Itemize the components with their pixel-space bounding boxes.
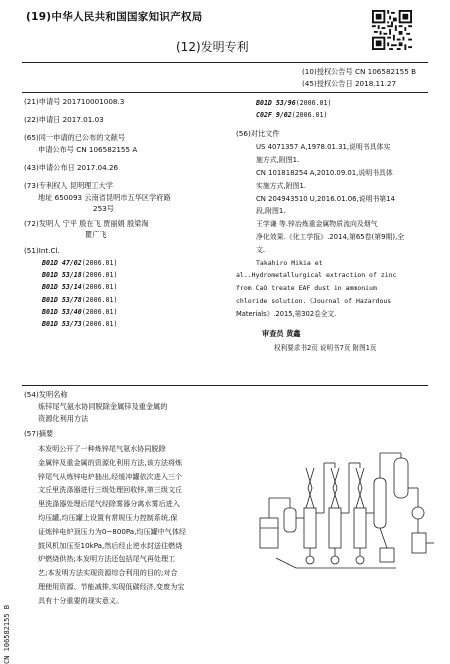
water-seal-shape xyxy=(412,533,426,553)
abstract-line: 锌尾气从炼锌电炉抽出,经缓冲罐依次进入三个 xyxy=(38,471,183,481)
ipc-heading: (51)Int.Cl. xyxy=(24,246,60,255)
reference-line: chloride solution.《Journal of Hazardous xyxy=(236,296,392,305)
references-heading: (56)对比文件 xyxy=(236,129,280,139)
abstract-line: 证炼锌电炉顶压力为0~800Pa,均压罐中气体经 xyxy=(38,526,187,536)
title-line: 炼锌尾气氨水协同脱除金属锌及重金属的 xyxy=(38,402,168,411)
abstract-line: 本发明公开了一种炼锌尾气氨水协同脱除 xyxy=(38,444,166,453)
inventors-line-2: 瞿广飞 xyxy=(85,230,107,239)
title-heading: (54)发明名称 xyxy=(24,390,68,399)
bibliographic-left xyxy=(24,97,229,330)
reference-line: US 4071357 A,1978.01.31,说明书具体实 xyxy=(256,143,391,152)
inventors-line-1: (72)发明人 宁平 殷在飞 贾丽娟 殷梁淘 xyxy=(24,219,149,228)
title-line: 资源化利用方法 xyxy=(38,414,89,423)
publication-number: (10)授权公告号 CN 106582155 B xyxy=(302,67,417,76)
ipc-item: B01D 53/73(2006.01) xyxy=(42,320,118,329)
examiner: 审查员 黄鑫 xyxy=(262,328,301,338)
abstract-line: 鼓风机加压至10kPa,然后经止逆水封送往燃烧 xyxy=(38,540,183,550)
publication-date: (45)授权公告日 2018.11.27 xyxy=(302,79,397,88)
reference-line: CN 204943510 U,2016.01.06,说明书第14 xyxy=(256,194,396,203)
equalizing-tank-shape xyxy=(394,458,408,498)
abstract-line: 艺;本发明方法实现资源综合利用的目的;对合 xyxy=(38,568,178,578)
prior-pub-date: (43)申请公布日 2017.04.26 xyxy=(24,163,119,172)
title-rule xyxy=(22,385,428,386)
bib-rule xyxy=(22,92,428,93)
reference-line: Takahiro Mikia et xyxy=(256,258,323,267)
address-line-1: 地址 650093 云南省昆明市五华区学府路 xyxy=(38,193,171,202)
furnace-shape xyxy=(260,518,278,548)
reference-line: 净化效果.《化工学报》.2014,第65卷(第9期),全 xyxy=(256,232,405,241)
venturi-3-shape xyxy=(356,468,362,508)
document-type: (12)发明专利 xyxy=(176,40,249,54)
buffer-tank-shape xyxy=(284,508,296,532)
header-rule xyxy=(22,62,428,63)
abstract-line: 文丘里洗涤器进行三级处理回收锌,第三级文丘 xyxy=(38,485,183,495)
prior-pub-number: 申请公布号 CN 106582155 A xyxy=(38,145,138,154)
reference-line: 实施方式,附图1. xyxy=(256,181,307,190)
ipc-list-continued xyxy=(236,97,436,121)
reference-line: 文. xyxy=(256,245,266,254)
reference-line: 王学谦 等.锌冶炼重金属物质流向及烟气 xyxy=(256,220,378,229)
ipc-item: B01D 53/96(2006.01) xyxy=(256,99,332,107)
abstract-line: 里洗涤器处理后尾气经除雾器分离水雾后进入 xyxy=(38,499,180,509)
ipc-item: C02F 9/02(2006.01) xyxy=(256,111,328,120)
references-list xyxy=(236,141,436,320)
abstract-line: 均压罐,均压罐上设置有常规压力控制系统,保 xyxy=(38,512,178,522)
filing-date: (22)申请日 2017.01.03 xyxy=(24,115,104,124)
reference-line: al..Hydrometallurgical extraction of zinc xyxy=(236,271,397,280)
office-name: (19)中华人民共和国国家知识产权局 xyxy=(26,11,203,23)
ipc-item: B01D 47/02(2006.01) xyxy=(42,259,118,267)
ipc-item: B01D 53/18(2006.01) xyxy=(42,271,118,280)
venturi-2-shape xyxy=(331,468,337,508)
blower-shape xyxy=(412,507,424,519)
abstract-heading: (57)摘要 xyxy=(24,429,54,438)
reference-line: 段,附图1. xyxy=(256,207,286,216)
abstract-line: 金属锌及重金属的资源化利用方法,该方法将炼 xyxy=(38,457,183,467)
side-publication-number: CN 106582155 B xyxy=(3,604,11,664)
application-number: (21)申请号 201710001008.3 xyxy=(24,97,125,106)
abstract-line: 具有十分重要的现实意义。 xyxy=(38,595,124,605)
ipc-item: B01D 53/14(2006.01) xyxy=(42,283,118,292)
venturi-1-shape xyxy=(306,468,312,508)
prior-pub-heading: (65)同一申请的已公布的文献号 xyxy=(24,133,126,142)
qr-code xyxy=(372,10,412,50)
patentee: (73)专利权人 昆明理工大学 xyxy=(24,181,113,190)
invention-title xyxy=(24,390,244,426)
page-counts: 权利要求书2页 说明书7页 附图1页 xyxy=(274,343,377,352)
abstract-line: 理使用资源、节能减排,实现低碳经济,变废为宝 xyxy=(38,581,185,591)
demister-shape xyxy=(374,478,386,528)
ipc-list xyxy=(24,257,229,330)
reference-line: from CaO treate EAF dust in ammonium xyxy=(236,284,377,293)
process-flow-diagram xyxy=(256,448,436,573)
bibliographic-right xyxy=(236,97,436,352)
abstract-body xyxy=(24,442,250,608)
ipc-item: B01D 53/78(2006.01) xyxy=(42,295,118,304)
reference-line: 施方式,附图1. xyxy=(256,156,300,165)
abstract xyxy=(24,429,250,608)
address-line-2: 253号 xyxy=(93,204,114,213)
reference-line: CN 101818254 A,2010.09.01,说明书具体 xyxy=(256,169,393,177)
reference-line: Materials》.2015,第302卷全文. xyxy=(236,309,337,318)
abstract-line: 炉燃烧供热;本发明方法还包括尾气再处理工 xyxy=(38,554,176,564)
ipc-item: B01D 53/40(2006.01) xyxy=(42,307,118,316)
